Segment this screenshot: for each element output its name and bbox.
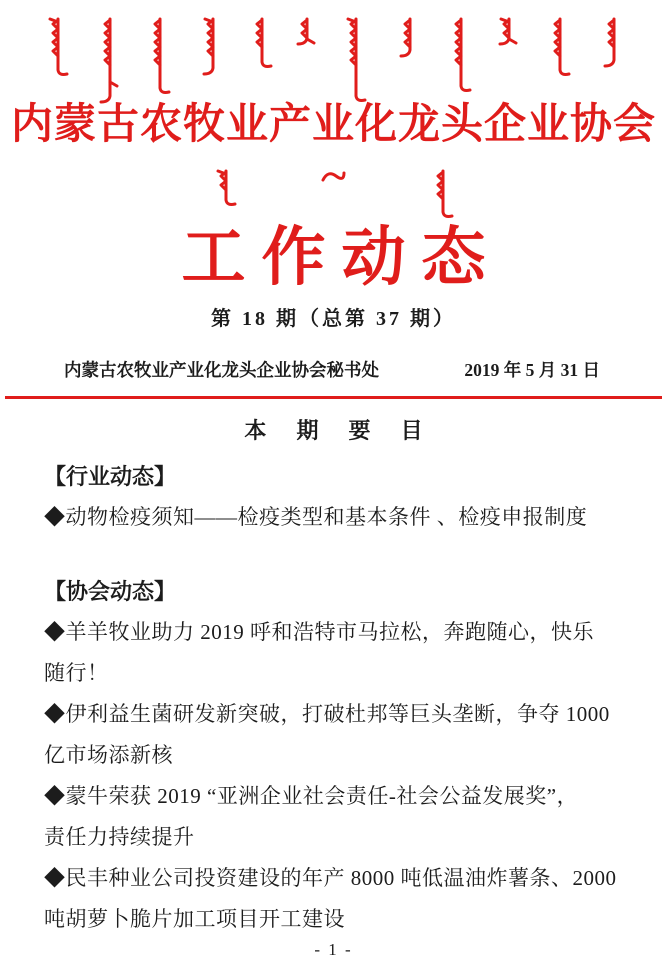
footer-page-number: - 1 - xyxy=(314,940,353,959)
mongolian-word-glyph xyxy=(320,168,346,184)
red-divider-line xyxy=(5,396,662,399)
toc-item-line: ◆蒙牛荣获 2019 “亚洲企业社会责任-社会公益发展奖”， xyxy=(44,784,579,809)
mongolian-script-row-top xyxy=(40,16,627,108)
mongolian-word-glyph xyxy=(339,16,369,104)
toc-section-industry xyxy=(44,456,623,538)
mongolian-word-glyph xyxy=(146,16,172,96)
mongolian-word-glyph xyxy=(296,16,316,46)
toc-item-line: ◆伊利益生菌研发新突破，打破杜邦等巨头垄断，争夺 1000 xyxy=(44,702,610,727)
mongolian-word-glyph xyxy=(392,16,424,58)
publisher-name: 内蒙古农牧业产业化龙头企业协会秘书处 xyxy=(64,360,379,381)
toc-item-line: 亿市场添新核 xyxy=(44,743,173,768)
publisher-info-row xyxy=(0,357,667,382)
mongolian-word-glyph xyxy=(196,16,226,76)
mongolian-word-glyph xyxy=(212,168,238,208)
toc-item-line: ◆动物检疫须知——检疫类型和基本条件 、检疫申报制度 xyxy=(44,505,588,530)
issue-number: 第 18 期（总第 37 期） xyxy=(211,308,456,331)
mongolian-word-glyph xyxy=(497,16,519,46)
toc-item-line: ◆民丰种业公司投资建设的年产 8000 吨低温油炸薯条、2000 xyxy=(44,866,617,891)
toc-section-association xyxy=(44,571,623,940)
bulletin-page xyxy=(0,16,667,965)
mongolian-word-glyph xyxy=(40,16,72,78)
mongolian-word-glyph xyxy=(249,16,273,70)
toc xyxy=(44,456,623,940)
toc-heading: 本 期 要 目 xyxy=(244,418,435,444)
bulletin-title: 工作动态 xyxy=(181,222,502,294)
mongolian-word-glyph xyxy=(597,16,627,68)
section-title-industry: 【行业动态】 xyxy=(44,464,177,490)
toc-item-line: 随行！ xyxy=(44,661,109,686)
mongolian-word-glyph xyxy=(95,16,123,104)
section-title-association: 【协会动态】 xyxy=(44,579,177,605)
mongolian-script-row-middle xyxy=(0,168,667,222)
mongolian-word-glyph xyxy=(542,16,574,78)
organization-name-title: 内蒙古农牧业产业化龙头企业协会 xyxy=(10,102,656,148)
toc-item-line: ◆羊羊牧业助力 2019 呼和浩特市马拉松，奔跑随心，快乐 xyxy=(44,620,594,645)
toc-item-line: 责任力持续提升 xyxy=(44,825,195,850)
mongolian-word-glyph xyxy=(428,168,456,220)
mongolian-word-glyph xyxy=(447,16,473,94)
publish-date: 2019 年 5 月 31 日 xyxy=(464,360,600,381)
toc-item-line: 吨胡萝卜脆片加工项目开工建设 xyxy=(44,907,345,932)
